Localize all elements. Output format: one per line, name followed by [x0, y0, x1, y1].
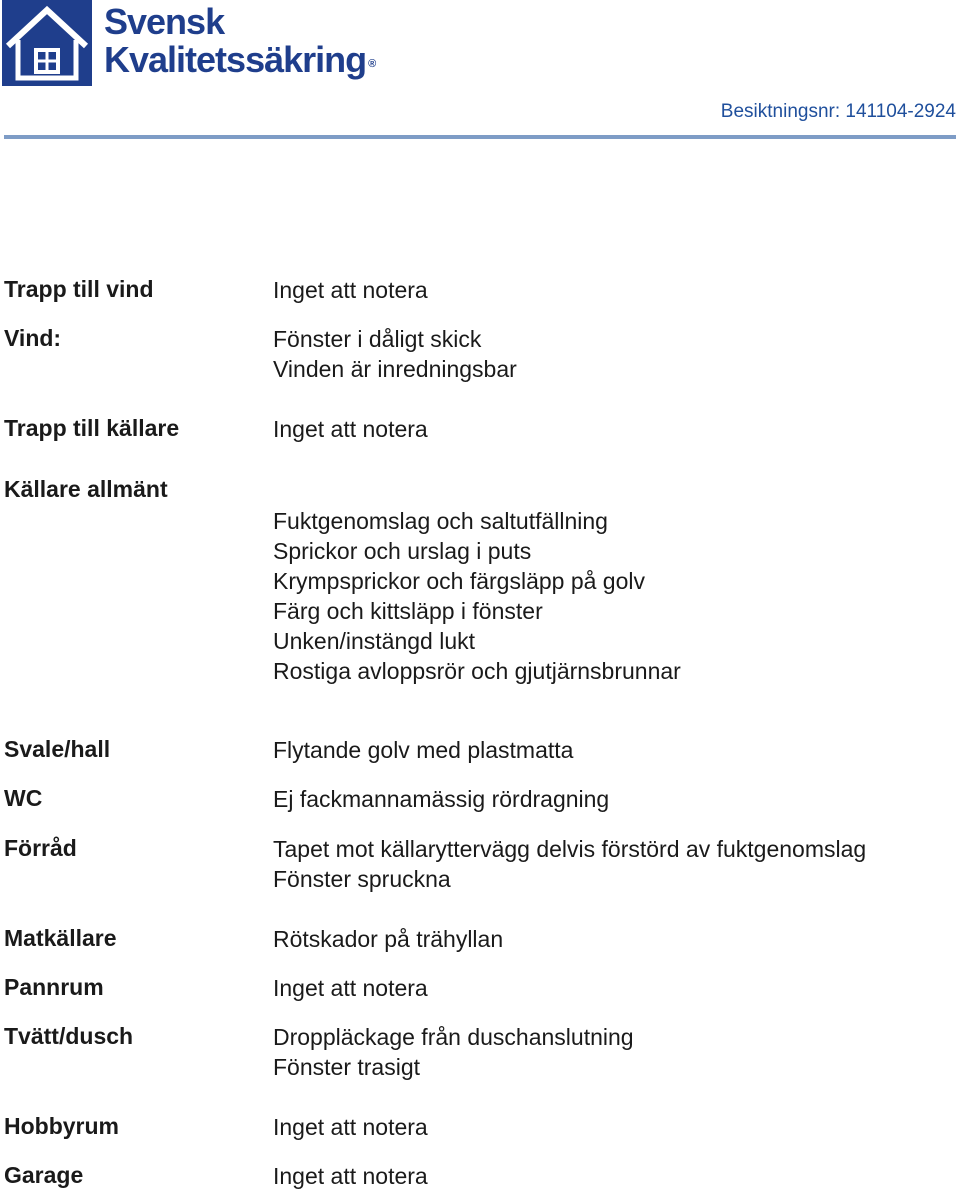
logo-wordmark — [104, 1, 377, 80]
page-header — [0, 0, 960, 140]
finding-text: Rötskador på trähyllan — [273, 926, 504, 952]
finding-text: Fönster trasigt — [273, 1054, 420, 1080]
finding-text: Flytande golv med plastmatta — [273, 737, 574, 763]
row-value-tvatt-dusch — [273, 1022, 634, 1082]
header-divider — [4, 135, 956, 139]
row-label-pannrum: Pannrum — [4, 974, 104, 1000]
finding-text: Inget att notera — [273, 1163, 428, 1189]
finding-text: Fönster i dåligt skick — [273, 326, 482, 352]
finding-text: Krympsprickor och färgsläpp på golv — [273, 568, 645, 594]
finding-text: Droppläckage från duschanslutning — [273, 1024, 634, 1050]
row-value-garage — [273, 1161, 428, 1191]
finding-text: Inget att notera — [273, 1114, 428, 1140]
row-label-trapp-till-kallare: Trapp till källare — [4, 415, 180, 441]
finding-text: Vinden är inredningsbar — [273, 356, 517, 382]
row-label-hobbyrum: Hobbyrum — [4, 1113, 119, 1139]
row-value-hobbyrum — [273, 1112, 428, 1142]
company-logo — [2, 0, 422, 88]
logo-line-2 — [104, 39, 377, 80]
house-logo-icon — [2, 0, 92, 86]
row-label-svale-hall: Svale/hall — [4, 736, 111, 762]
row-label-garage: Garage — [4, 1162, 84, 1188]
row-label-vind: Vind: — [4, 325, 62, 351]
row-label-kallare-allmant: Källare allmänt — [4, 476, 168, 502]
logo-line-2-text: Kvalitetssäkring — [104, 39, 367, 80]
inspection-reference: Besiktningsnr: 141104-2924 — [720, 101, 956, 122]
finding-text: Inget att notera — [273, 277, 428, 303]
row-value-matkallare — [273, 924, 503, 954]
row-value-pannrum — [273, 973, 428, 1003]
row-value-wc — [273, 784, 609, 814]
row-label-tvatt-dusch: Tvätt/dusch — [4, 1023, 134, 1049]
finding-text: Fuktgenomslag och saltutfällning — [273, 508, 608, 534]
row-value-forrad — [273, 834, 866, 894]
finding-text: Sprickor och urslag i puts — [273, 538, 532, 564]
finding-text: Inget att notera — [273, 975, 428, 1001]
logo-line-1: Svensk — [104, 1, 225, 42]
row-value-kallare-allmant — [273, 506, 681, 686]
finding-text: Unken/instängd lukt — [273, 628, 476, 654]
finding-text: Färg och kittsläpp i fönster — [273, 598, 543, 624]
row-value-trapp-till-kallare — [273, 414, 428, 444]
row-label-trapp-till-vind: Trapp till vind — [4, 276, 154, 302]
finding-text: Rostiga avloppsrör och gjutjärnsbrunnar — [273, 658, 681, 684]
finding-text: Ej fackmannamässig rördragning — [273, 786, 610, 812]
finding-text: Fönster spruckna — [273, 866, 451, 892]
row-label-matkallare: Matkällare — [4, 925, 117, 951]
row-label-wc: WC — [4, 785, 43, 811]
row-value-svale-hall — [273, 735, 573, 765]
row-value-vind — [273, 324, 517, 384]
finding-text: Inget att notera — [273, 416, 428, 442]
row-value-trapp-till-vind — [273, 275, 428, 305]
registered-mark: ® — [368, 58, 377, 70]
finding-text: Tapet mot källaryttervägg delvis förstörd av fuktgenomslag — [273, 836, 867, 862]
row-label-forrad: Förråd — [4, 835, 77, 861]
